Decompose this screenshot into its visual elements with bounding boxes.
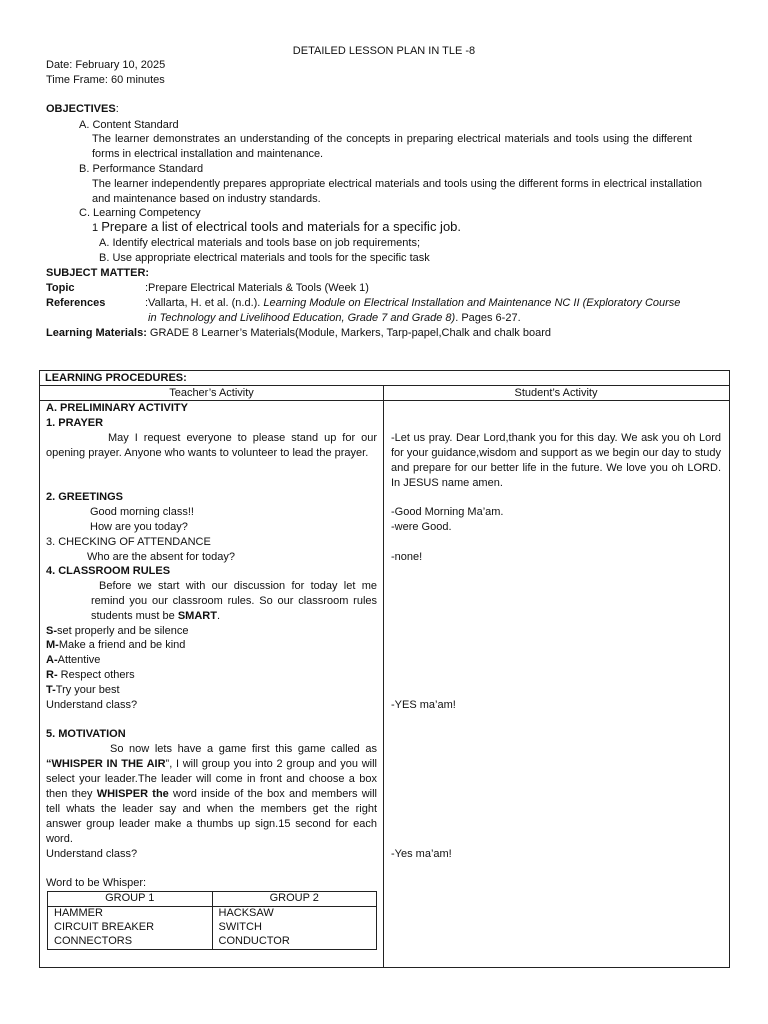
rule-m — [46, 638, 185, 652]
objectives-colon: : — [115, 103, 119, 115]
group-1-word: HAMMER — [48, 907, 213, 922]
greeting-line-1: Good morning class!! — [90, 506, 194, 518]
competency-text: Prepare a list of electrical tools and materials for a specific job. — [101, 219, 462, 234]
rule-text: Try your best — [55, 684, 120, 696]
performance-standard-text: The learner independently prepares appropriate electrical materials and tools using the different forms in electrical installation and maintenance based on industry standards. — [92, 178, 702, 205]
rule-text: set properly and be silence — [57, 625, 189, 637]
teacher-column-header: Teacher’s Activity — [169, 387, 254, 399]
performance-standard-label: B. Performance Standard — [79, 163, 204, 175]
understand-reply-2: -Yes ma’am! — [391, 848, 452, 860]
rule-text: Respect others — [57, 669, 135, 681]
motivation-heading: 5. MOTIVATION — [46, 728, 126, 740]
procedures-heading: LEARNING PROCEDURES: — [45, 372, 187, 384]
references-suffix: . Pages 6-27. — [455, 312, 521, 324]
page-title: DETAILED LESSON PLAN IN TLE -8 — [292, 45, 476, 57]
attendance-question: Who are the absent for today? — [87, 551, 235, 563]
rule-text: Make a friend and be kind — [58, 639, 186, 651]
whisper-words-table — [47, 891, 377, 950]
greetings-heading: 2. GREETINGS — [46, 491, 124, 503]
preliminary-heading: A. PRELIMINARY ACTIVITY — [46, 402, 188, 414]
table-header-row — [48, 892, 377, 907]
understand-question-2: Understand class? — [46, 848, 138, 860]
greeting-reply-2: -were Good. — [391, 521, 452, 533]
rule-s — [46, 624, 188, 638]
rule-letter: T- — [46, 684, 56, 696]
references-prefix: :Vallarta, H. et al. (n.d.). — [145, 297, 261, 309]
topic-label: Topic — [46, 282, 75, 294]
student-column-header: Student’s Activity — [514, 387, 598, 399]
prayer-heading: 1. PRAYER — [46, 417, 104, 429]
classroom-rules-intro — [91, 579, 377, 624]
prayer-student-text: -Let us pray. Dear Lord,thank you for this day. We ask you oh Lord for your guidance,wisdom and support as we begin our day to study and prepare for our better life in the future. We love you oh LORD. In JESUS name amen. — [391, 432, 721, 489]
group-2-word: HACKSAW — [212, 907, 377, 922]
rule-a — [46, 653, 100, 667]
procedures-column-divider — [383, 386, 384, 967]
group-1-word: CIRCUIT BREAKER — [48, 921, 213, 935]
greeting-reply-1: -Good Morning Ma’am. — [391, 506, 504, 518]
group-1-word: CONNECTORS — [48, 935, 213, 950]
motivation-game-name: WHISPER IN THE AIR — [51, 758, 166, 770]
learning-competency-label: C. Learning Competency — [79, 207, 201, 219]
motivation-part-1: So now lets have a game first this game called as — [110, 743, 377, 755]
prayer-teacher-text: May I request everyone to please stand up for our opening prayer. Anyone who wants to volunteer to lead the prayer. — [46, 432, 377, 459]
group-1-header: GROUP 1 — [48, 892, 213, 907]
references-title-1: Learning Module on Electrical Installation and Maintenance NC II (Exploratory Course — [263, 297, 681, 309]
rule-t — [46, 683, 120, 697]
competency-sub-b: B. Use appropriate electrical materials and tools for the specific task — [99, 252, 430, 264]
rule-text: Attentive — [57, 654, 101, 666]
word-to-whisper-label: Word to be Whisper: — [46, 877, 147, 889]
objectives-heading — [46, 102, 119, 116]
time-frame-line: Time Frame: 60 minutes — [46, 74, 165, 86]
objectives-label: OBJECTIVES — [46, 103, 116, 115]
references-line-2 — [148, 311, 521, 325]
references-line-1 — [145, 296, 680, 310]
content-standard-text: The learner demonstrates an understanding of the concepts in preparing electrical materials and tools using the different forms in electrical installation and maintenance. — [92, 133, 692, 160]
rule-letter: S- — [46, 625, 57, 637]
table-row — [48, 921, 377, 935]
motivation-part-2: ”, I will group you into 2 group and you will select your leader.The leader will come in front and choose a box then they — [46, 758, 377, 800]
group-2-word: SWITCH — [212, 921, 377, 935]
attendance-heading: 3. CHECKING OF ATTENDANCE — [46, 536, 211, 548]
content-standard-label: A. Content Standard — [79, 119, 179, 131]
competency-line — [92, 220, 461, 235]
understand-question-1: Understand class? — [46, 699, 138, 711]
attendance-reply: -none! — [391, 551, 423, 563]
topic-value: :Prepare Electrical Materials & Tools (Week 1) — [145, 282, 369, 294]
rules-period: . — [216, 610, 221, 622]
subject-matter-heading: SUBJECT MATTER: — [46, 267, 150, 279]
rule-r — [46, 668, 135, 682]
rules-intro-text: Before we start with our discussion for today let me remind you our classroom rules. So our classroom rules students must be — [91, 580, 377, 622]
table-row — [48, 935, 377, 950]
references-label: References — [46, 297, 106, 309]
table-row — [48, 907, 377, 922]
competency-number: 1 — [92, 222, 99, 234]
rules-smart-word: SMART — [177, 610, 217, 622]
motivation-part-3: word inside of the box and members will tell whats the leader say and when the members get the right answer group leader make a thumbs up sign.15 second for each word. — [46, 788, 377, 845]
rule-letter: R- — [46, 669, 58, 681]
greeting-line-2: How are you today? — [90, 521, 188, 533]
group-2-word: CONDUCTOR — [212, 935, 377, 950]
learning-materials-label: Learning Materials: — [46, 327, 147, 339]
rule-letter: A- — [46, 654, 58, 666]
motivation-quote-open: “ — [46, 758, 52, 770]
rule-letter: M- — [46, 639, 59, 651]
group-2-header: GROUP 2 — [212, 892, 377, 907]
date-line: Date: February 10, 2025 — [46, 59, 166, 71]
motivation-text — [46, 742, 377, 847]
learning-materials-line — [46, 326, 551, 340]
learning-materials-value: GRADE 8 Learner’s Materials(Module, Markers, Tarp-papel,Chalk and chalk board — [149, 327, 551, 339]
references-title-2: in Technology and Livelihood Education, Grade 7 and Grade 8) — [148, 312, 456, 324]
motivation-whisper-word: WHISPER the — [96, 788, 169, 800]
understand-reply-1: -YES ma’am! — [391, 699, 456, 711]
classroom-rules-heading: 4. CLASSROOM RULES — [46, 565, 171, 577]
competency-sub-a: A. Identify electrical materials and tools base on job requirements; — [99, 237, 420, 249]
